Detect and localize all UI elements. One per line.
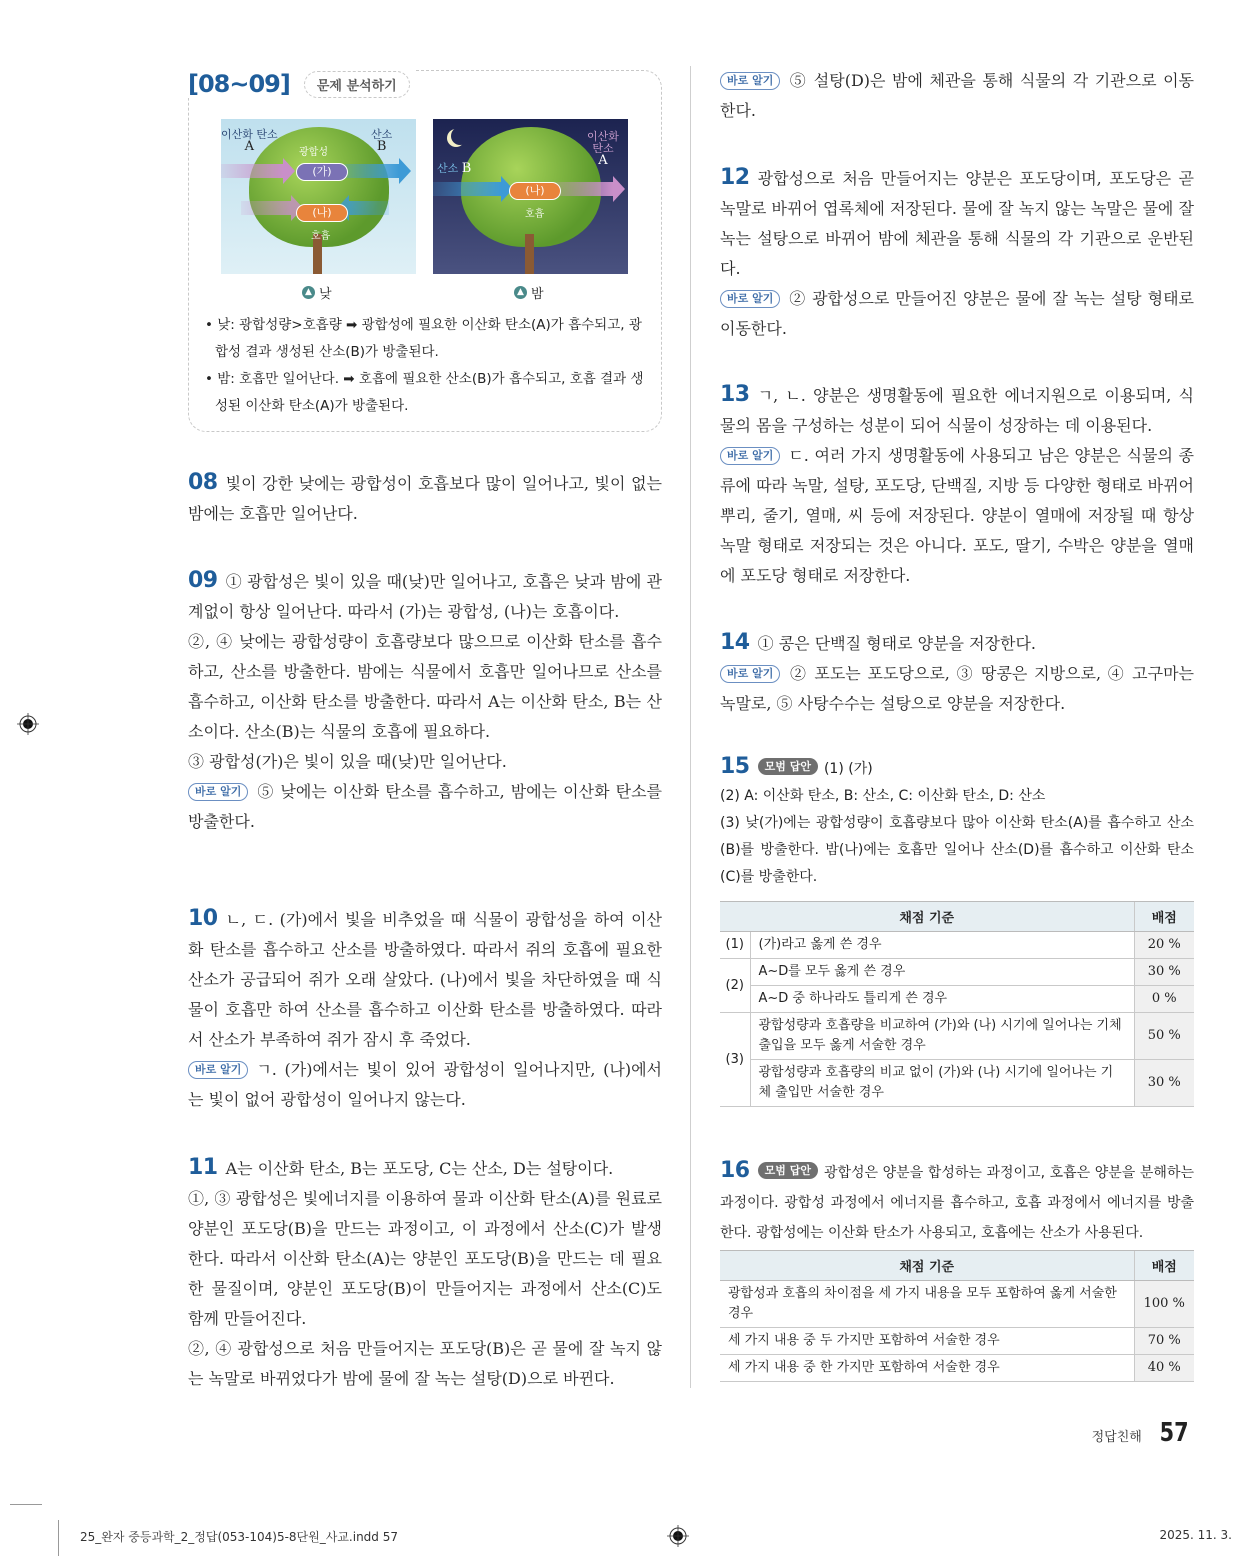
day-label-a: 이산화 탄소 A	[221, 128, 278, 154]
day-pill-na: (나)	[296, 204, 348, 222]
day-pill-ga: (가)	[296, 163, 348, 181]
day-caption: ▲ 낮	[302, 283, 332, 302]
night-pill-na: (나)	[509, 182, 561, 200]
answer-16: 16 모범 답안 광합성은 양분을 합성하는 과정이고, 호흡은 양분을 분해하는 과정이다. 광합성 과정에서 에너지를 흡수하고, 호흡 과정에서 에너지를 방출한다. 광합성에는 이산화 탄소가 사용되고, 호흡에는 산소가 사용된다.	[720, 1158, 1194, 1241]
arrow-up-circle-icon: ▲	[302, 286, 315, 299]
analysis-header	[188, 70, 416, 98]
analysis-bullets	[203, 312, 648, 420]
table-row: 광합성과 호흡의 차이점을 세 가지 내용을 모두 포함하여 옳게 서술한 경우 100 %	[720, 1281, 1194, 1328]
registration-mark-icon	[667, 1525, 689, 1547]
answer-14: 14 ① 콩은 단백질 형태로 양분을 저장한다. 바로 알기 ② 포도는 포도당으로, ③ 땅콩은 지방으로, ④ 고구마는 녹말로, ⑤ 사탕수수는 설탕으로 양분을 저장한다.	[720, 630, 1194, 713]
page-footer	[1092, 1418, 1192, 1448]
day-label-b: 산소 B	[371, 128, 393, 154]
question-number: 09	[188, 568, 218, 593]
arrow-o2-loop-icon	[349, 201, 389, 215]
arrow-co2-out-icon	[555, 182, 613, 196]
baro-badge: 바로 알기	[720, 665, 780, 683]
moon-icon	[451, 127, 469, 145]
baro-badge: 바로 알기	[720, 72, 780, 90]
night-label-b: 산소 B	[437, 161, 472, 176]
answer-15: 15 모범 답안 (1) (가) (2) A: 이산화 탄소, B: 산소, C: 이산화 탄소, D: 산소 (3) 낮(가)에는 광합성량이 호흡량보다 많아 이산화 탄소(A)를 흡수하고 산소(B)를 방출한다. 밤(나)에는 호흡만 일어나 산소(D)를 흡수하고 이산화 탄소(C)를 방출한다.	[720, 754, 1194, 885]
night-figure	[433, 119, 628, 274]
slug-date: 2025. 11. 3.	[1159, 1528, 1232, 1542]
night-label-a: 이산화 탄소 A	[587, 130, 619, 168]
baro-badge: 바로 알기	[188, 783, 248, 801]
rubric-header-score: 배점	[1134, 902, 1194, 932]
answer-09: 09 ① 광합성은 빛이 있을 때(낮)만 일어나고, 호흡은 낮과 밤에 관계없이 항상 일어난다. 따라서 (가)는 광합성, (나)는 호흡이다. ②, ④ 낮에는 광합성량이 호흡량보다 많으므로 이산화 탄소를 흡수하고, 산소를 방출한다. 밤에는 식물에서 호흡만 일어나므로 산소를 흡수하고, 이산화 탄소를 방출한다. 따라서 A는 이산화 탄소, B는 산소이다. 산소(B)는 식물의 호흡에 필요하다. ③ 광합성(가)은 빛이 있을 때(낮)만 일어난다. 바로 알기 ⑤ 낮에는 이산화 탄소를 흡수하고, 밤에는 이산화 탄소를 방출한다.	[188, 568, 662, 831]
day-process-bottom: 호흡	[311, 231, 331, 242]
rubric-table-16	[720, 1250, 1194, 1382]
rubric-header-criteria: 채점 기준	[720, 1251, 1134, 1281]
arrow-co2-in-icon	[221, 164, 283, 178]
question-number: 15	[720, 754, 750, 779]
page-number: 57	[1159, 1418, 1189, 1448]
answer-08: 08 빛이 강한 낮에는 광합성이 호흡보다 많이 일어나고, 빛이 없는 밤에는 호흡만 일어난다.	[188, 470, 662, 523]
arrow-o2-in-icon	[433, 182, 501, 196]
night-caption: ▲ 밤	[514, 283, 544, 302]
arrow-o2-out-icon	[341, 164, 399, 178]
day-figure	[221, 119, 416, 274]
crop-mark	[10, 1504, 42, 1505]
section-label: 정답친해	[1091, 1430, 1142, 1445]
question-number: 13	[720, 382, 750, 407]
night-process: 호흡	[525, 209, 545, 220]
registration-mark-icon	[17, 713, 39, 735]
arrow-co2-loop-icon	[241, 201, 291, 215]
table-row: (3) 광합성량과 호흡량을 비교하여 (가)와 (나) 시기에 일어나는 기체 출입을 모두 옳게 서술한 경우 50 %	[720, 1013, 1194, 1060]
question-number: 12	[720, 165, 750, 190]
answer-12: 12 광합성으로 처음 만들어지는 양분은 포도당이며, 포도당은 곧 녹말로 바뀌어 엽록체에 저장된다. 물에 잘 녹지 않는 녹말은 물에 잘 녹는 설탕으로 바뀌어 밤에 체관을 통해 식물의 각 기관으로 운반된다. 바로 알기 ② 광합성으로 만들어진 양분은 물에 잘 녹는 설탕 형태로 이동한다.	[720, 165, 1194, 338]
answer-11: 11 A는 이산화 탄소, B는 포도당, C는 산소, D는 설탕이다. ①, ③ 광합성은 빛에너지를 이용하여 물과 이산화 탄소(A)를 원료로 양분인 포도당(B)을 만드는 과정이고, 이 과정에서 산소(C)가 발생한다. 따라서 이산화 탄소(A)는 양분인 포도당(B)을 만드는 데 필요한 물질이며, 양분인 포도당(B)이 만들어지는 과정에서 산소(C)도 함께 만들어진다. ②, ④ 광합성으로 처음 만들어지는 포도당(B)은 곧 물에 잘 녹지 않는 녹말로 바뀌었다가 밤에 물에 잘 녹는 설탕(D)으로 바뀐다.	[188, 1155, 662, 1388]
table-row: (2) A~D를 모두 옳게 쓴 경우 30 %	[720, 959, 1194, 986]
answer-13: 13 ㄱ, ㄴ. 양분은 생명활동에 필요한 에너지원으로 이용되며, 식물의 몸을 구성하는 성분이 되어 식물이 성장하는 데 이용된다. 바로 알기 ㄷ. 여러 가지 생명활동에 사용되고 남은 양분은 식물의 종류에 따라 녹말, 설탕, 포도당, 단백질, 지방 등 다양한 형태로 바뀌어 뿌리, 줄기, 열매, 씨 등에 저장된다. 양분이 열매에 저장될 때 항상 녹말 형태로 저장되는 것은 아니다. 포도, 딸기, 수박은 양분을 열매에 포도당 형태로 저장한다.	[720, 382, 1194, 585]
rubric-table-15	[720, 901, 1194, 1107]
baro-badge: 바로 알기	[720, 447, 780, 465]
arrow-up-circle-icon: ▲	[514, 286, 527, 299]
table-row: 세 가지 내용 중 두 가지만 포함하여 서술한 경우 70 %	[720, 1328, 1194, 1355]
bullet-night: • 밤: 호흡만 일어난다. ➡ 호흡에 필요한 산소(B)가 흡수되고, 호흡 결과 생성된 이산화 탄소(A)가 방출된다.	[203, 366, 648, 420]
slug-filename: 25_완자 중등과학_2_정답(053-104)5-8단원_사교.indd 57	[80, 1530, 398, 1544]
baro-badge: 바로 알기	[720, 290, 780, 308]
bullet-day: • 낮: 광합성량>호흡량 ➡ 광합성에 필요한 이산화 탄소(A)가 흡수되고, 광합성 결과 생성된 산소(B)가 방출된다.	[203, 312, 648, 366]
rubric-header-score: 배점	[1134, 1251, 1194, 1281]
answer-10: 10 ㄴ, ㄷ. (가)에서 빛을 비추었을 때 식물이 광합성을 하여 이산화 탄소를 흡수하고 산소를 방출하였다. 따라서 쥐의 호흡에 필요한 산소가 공급되어 쥐가 오래 살았다. (나)에서 빛을 차단하였을 때 식물이 호흡만 하여 산소를 흡수하고 이산화 탄소를 방출하였다. 따라서 산소가 부족하여 쥐가 잠시 후 죽었다. 바로 알기 ㄱ. (가)에서는 빛이 있어 광합성이 일어나지만, (나)에서는 빛이 없어 광합성이 일어나지 않는다.	[188, 906, 662, 1109]
tree-trunk	[525, 234, 534, 274]
day-process-top: 광합성	[299, 147, 328, 158]
column-divider	[690, 66, 691, 1388]
question-number: 14	[720, 630, 750, 655]
table-row: A~D 중 하나라도 틀리게 쓴 경우 0 %	[720, 986, 1194, 1013]
mobeom-badge: 모범 답안	[758, 758, 818, 775]
question-number: 16	[720, 1158, 750, 1183]
baro-badge: 바로 알기	[188, 1061, 248, 1079]
crop-mark	[58, 1520, 59, 1556]
answer-11-continued: 바로 알기 ⑤ 설탕(D)은 밤에 체관을 통해 식물의 각 기관으로 이동한다.	[720, 71, 1194, 120]
table-row: 세 가지 내용 중 한 가지만 포함하여 서술한 경우 40 %	[720, 1355, 1194, 1382]
question-number: 10	[188, 906, 218, 931]
question-number: 11	[188, 1155, 218, 1180]
table-row: (1) (가)라고 옳게 쓴 경우 20 %	[720, 932, 1194, 959]
analysis-number: [08~09]	[188, 70, 290, 98]
question-number: 08	[188, 470, 218, 495]
rubric-header-criteria: 채점 기준	[720, 902, 1134, 932]
mobeom-badge: 모범 답안	[758, 1162, 818, 1179]
table-row: 광합성량과 호흡량의 비교 없이 (가)와 (나) 시기에 일어나는 기체 출입만 서술한 경우 30 %	[720, 1060, 1194, 1107]
analysis-tag: 문제 분석하기	[304, 71, 410, 98]
